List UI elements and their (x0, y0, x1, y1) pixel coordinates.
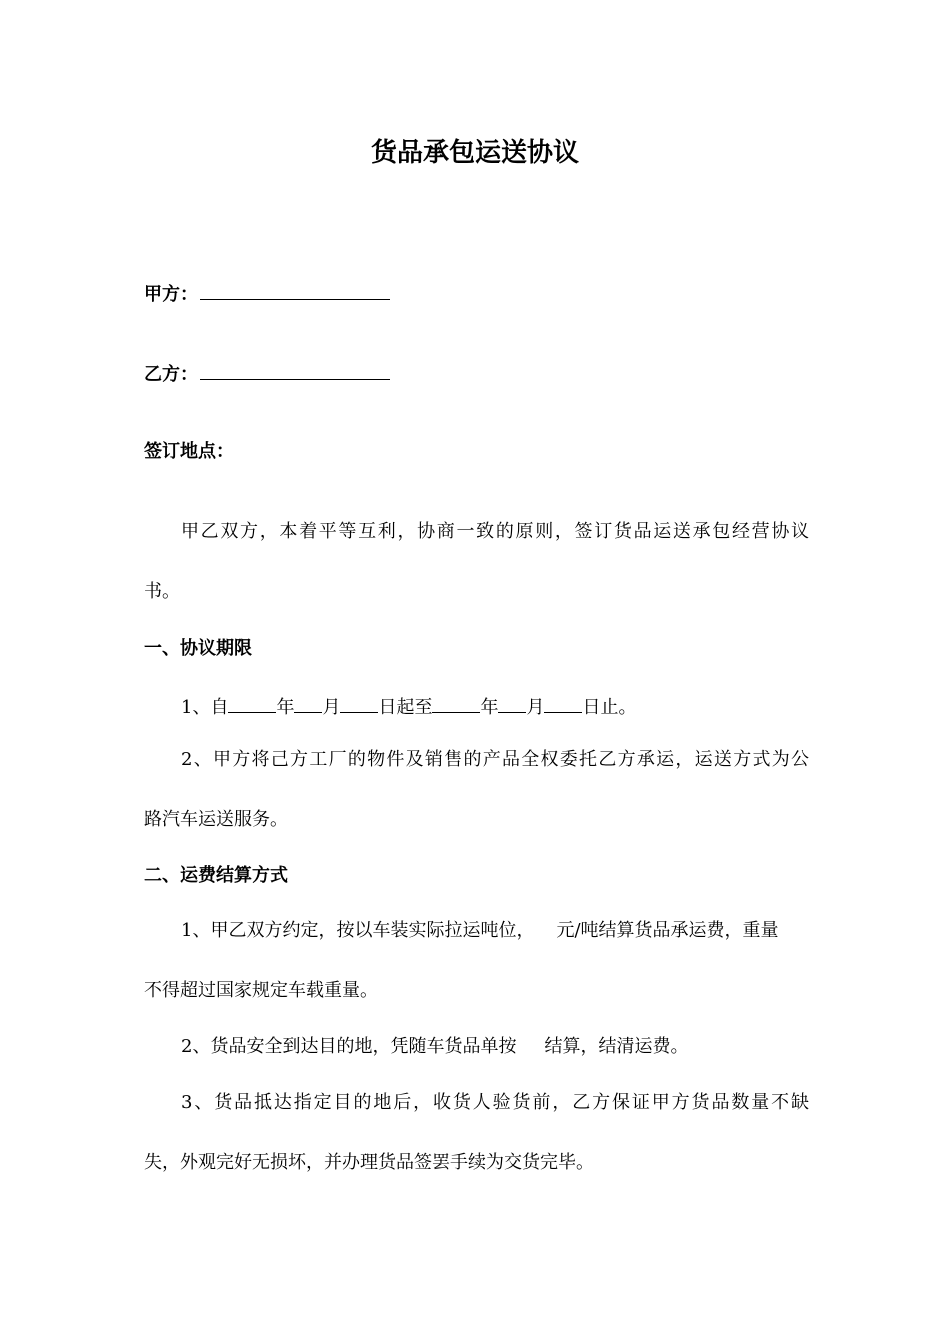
year-label: 年 (276, 697, 295, 718)
party-b-line (144, 361, 809, 386)
section2-item1-line1 (144, 920, 846, 942)
section2-item3-line2: 失，外观完好无损坏，并办理货品签罢手续为交货完毕。 (144, 1152, 594, 1173)
settlement-text-before: 2、货品安全到达目的地，凭随车货品单按 (181, 1036, 517, 1057)
section1-item2-line2: 路汽车运送服务。 (144, 809, 288, 830)
start-month-blank (294, 694, 322, 713)
document-title: 货品承包运送协议 (370, 138, 579, 168)
sign-place-label: 签订地点： (144, 441, 234, 462)
section1-item2-line1: 2、甲方将己方工厂的物件及销售的产品全权委托乙方承运，运送方式为公 (181, 749, 809, 770)
section1-heading: 一、协议期限 (144, 638, 252, 659)
section2-heading: 二、运费结算方式 (144, 865, 288, 886)
party-a-line (144, 281, 809, 306)
section2-item2-line (144, 1036, 846, 1058)
end-month-label: 月 (526, 697, 545, 718)
start-until-label: 日起至 (378, 697, 433, 718)
end-year-blank (432, 694, 480, 713)
party-a-blank (200, 281, 390, 300)
rate-text-before: 1、甲乙双方约定，按以车装实际拉运吨位， (181, 920, 535, 941)
term-from-label: 1、自 (181, 697, 229, 718)
section2-item3-line1: 3、货品抵达指定目的地后，收货人验货前，乙方保证甲方货品数量不缺 (181, 1092, 809, 1113)
intro-paragraph-line2: 书。 (144, 581, 180, 602)
rate-text-after: 元/吨结算货品承运费，重量 (556, 920, 779, 941)
end-label: 日止。 (582, 697, 637, 718)
party-a-label: 甲方： (144, 284, 198, 305)
party-b-blank (200, 361, 390, 380)
sign-place-line (144, 441, 809, 463)
month-label: 月 (322, 697, 341, 718)
start-day-blank (340, 694, 378, 713)
end-year-label: 年 (480, 697, 499, 718)
settlement-text-after: 结算，结清运费。 (544, 1036, 689, 1057)
start-year-blank (228, 694, 276, 713)
section2-item1-line2: 不得超过国家规定车载重量。 (144, 980, 378, 1001)
intro-paragraph-line1: 甲乙双方，本着平等互利，协商一致的原则，签订货品运送承包经营协议 (181, 521, 809, 542)
end-day-blank (544, 694, 582, 713)
term-dates-line (144, 694, 846, 719)
party-b-label: 乙方： (144, 364, 198, 385)
end-month-blank (498, 694, 526, 713)
